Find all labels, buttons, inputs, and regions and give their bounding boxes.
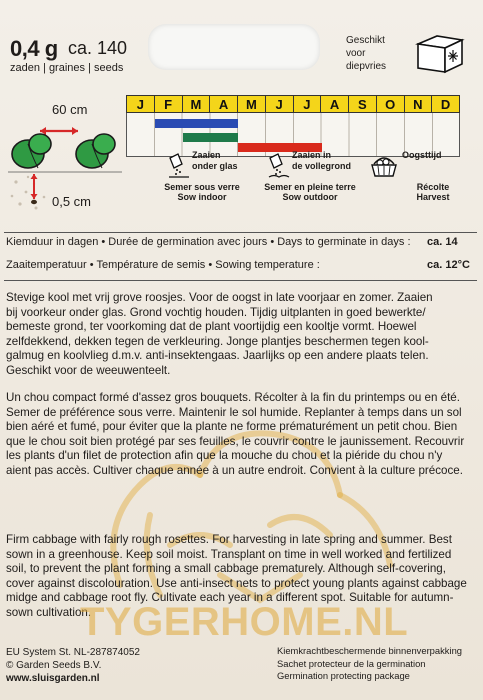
sowing-depth-label: 0,5 cm [52,194,92,209]
packet-window [148,24,320,70]
calendar-months [126,95,460,113]
legend-indoor: Zaaien onder glas [192,150,238,171]
divider [4,232,477,233]
sowing-temperature-label: Zaaitemperatuur • Température de semis • Sowing temperature : [6,259,320,271]
text-line: Semer de préférence sous verre. Maintenir le sol humide. Replanter à temps dans un sol [6,405,462,419]
website-link[interactable]: www.sluisgarden.nl [6,673,100,684]
month-8: A [321,96,349,112]
footer-company: EU System St. NL-287874052 © Garden Seeds B.V. www.sluisgarden.nl [6,647,140,684]
text-line: bij voorkeur onder glas. Grond vochtig houden. Tijdig uitplanten in goed bewerkte/ [6,305,426,319]
seed-weight: 0,4 g [10,36,58,61]
footer-package-note: Kiemkrachtbeschermende binnenverpakking Sachet protecteur de la germination Germination protecting package [277,645,463,681]
outdoor-sowing-icon [268,152,290,178]
text-line: sown cultivation. [6,605,92,619]
germination-days-label: Kiemduur in dagen • Durée de germination avec jours • Days to germinate in days : [6,236,411,248]
text-line: les plants d'un filet de protection afin que la mouche du chou et la piéride du chou n'y [6,449,443,463]
seed-units: zaden | graines | seeds [10,62,124,74]
month-1: J [127,96,155,112]
description-dutch [6,291,478,379]
month-10: O [377,96,405,112]
month-6: J [266,96,294,112]
legend-outdoor-sub: Semer en pleine terre Sow outdoor [264,182,356,202]
text-line: cover against discolouration. Use anti-insect nets to protect young plants against cabbage [6,576,467,590]
legend-outdoor: Zaaien in de vollegrond [292,150,352,171]
month-4: A [210,96,238,112]
divider [4,280,477,281]
text-line: zelfdekkend, dekken tegen de verkleuring. Jonge plantjes beschermen tegen kool- [6,334,429,348]
legend-harvest: Oogsttijd [402,150,442,160]
text-line: Geschikt voor de weeuwenteelt. [6,363,171,377]
cabbage-plant-icon [76,134,115,168]
calendar-bar-outdoor [183,133,239,142]
text-line: Stevige kool met vrij grove roosjes. Voor de oogst in late voorjaar en zomer. Zaaien [6,291,433,304]
row-spacing-label: 60 cm [52,102,88,117]
sowing-calendar [126,95,460,157]
text-line: midge and cabbage root fly. Cultivate each year in a different spot. Suitable for autumn- [6,591,454,605]
text-line: Firm cabbage with fairly rough rosettes. For harvesting in late spring and summer. Best [6,533,452,546]
text-line: soil, to prevent the plant forming a small cabbage prematurely. Although self-covering, [6,562,446,576]
freezer-snowflake-icon [415,30,465,74]
cabbage-plant-icon [12,134,51,168]
seed-count: ca. 140 [68,38,128,58]
month-12: D [432,96,459,112]
month-9: S [349,96,377,112]
text-line: galmug en koolvlieg d.m.v. anti-insektengaas. Jaarlijks op een andere plaats telen. [6,349,429,363]
text-line: aient pas accès. Cultiver chaque année à un autre endroit. Convient à la culture précoce. [6,463,463,477]
germination-days-value: ca. 14 [427,236,458,248]
calendar-bar-indoor [155,119,239,128]
sowing-temperature-value: ca. 12°C [427,259,470,271]
description-french [6,391,478,479]
legend-harvest-sub: Récolte Harvest [416,182,450,202]
greenhouse-sowing-icon [168,152,190,178]
text-line: Un chou compact formé d'assez gros bouquets. Récolter à la fin du printemps ou en été. [6,391,460,404]
plant-spacing-diagram [8,98,122,216]
legend-indoor-sub: Semer sous verre Sow indoor [164,182,240,202]
freezer-note: Geschikt voor diepvries [346,35,387,72]
month-3: M [183,96,211,112]
harvest-basket-icon [370,152,398,178]
month-5: M [238,96,266,112]
month-7: J [294,96,322,112]
text-line: bemeste grond, ter voorkoming dat de plant voortijdig een kooltje vormt. Hoewel [6,320,417,334]
watermark-text: TYGERHOME.NL [80,600,409,644]
month-11: N [405,96,433,112]
text-line: bien aéré et fumé, pour éviter que la plante ne forme prématurément un petit chou. Bien [6,420,458,434]
text-line: que le chou soit bien protégé par ses feuilles, le couvrir contre le jaunissement. Recouvrir [6,434,465,448]
month-2: F [155,96,183,112]
text-line: sown in a greenhouse. Keep soil moist. Transplant on time in well worked and fertilized [6,547,452,561]
